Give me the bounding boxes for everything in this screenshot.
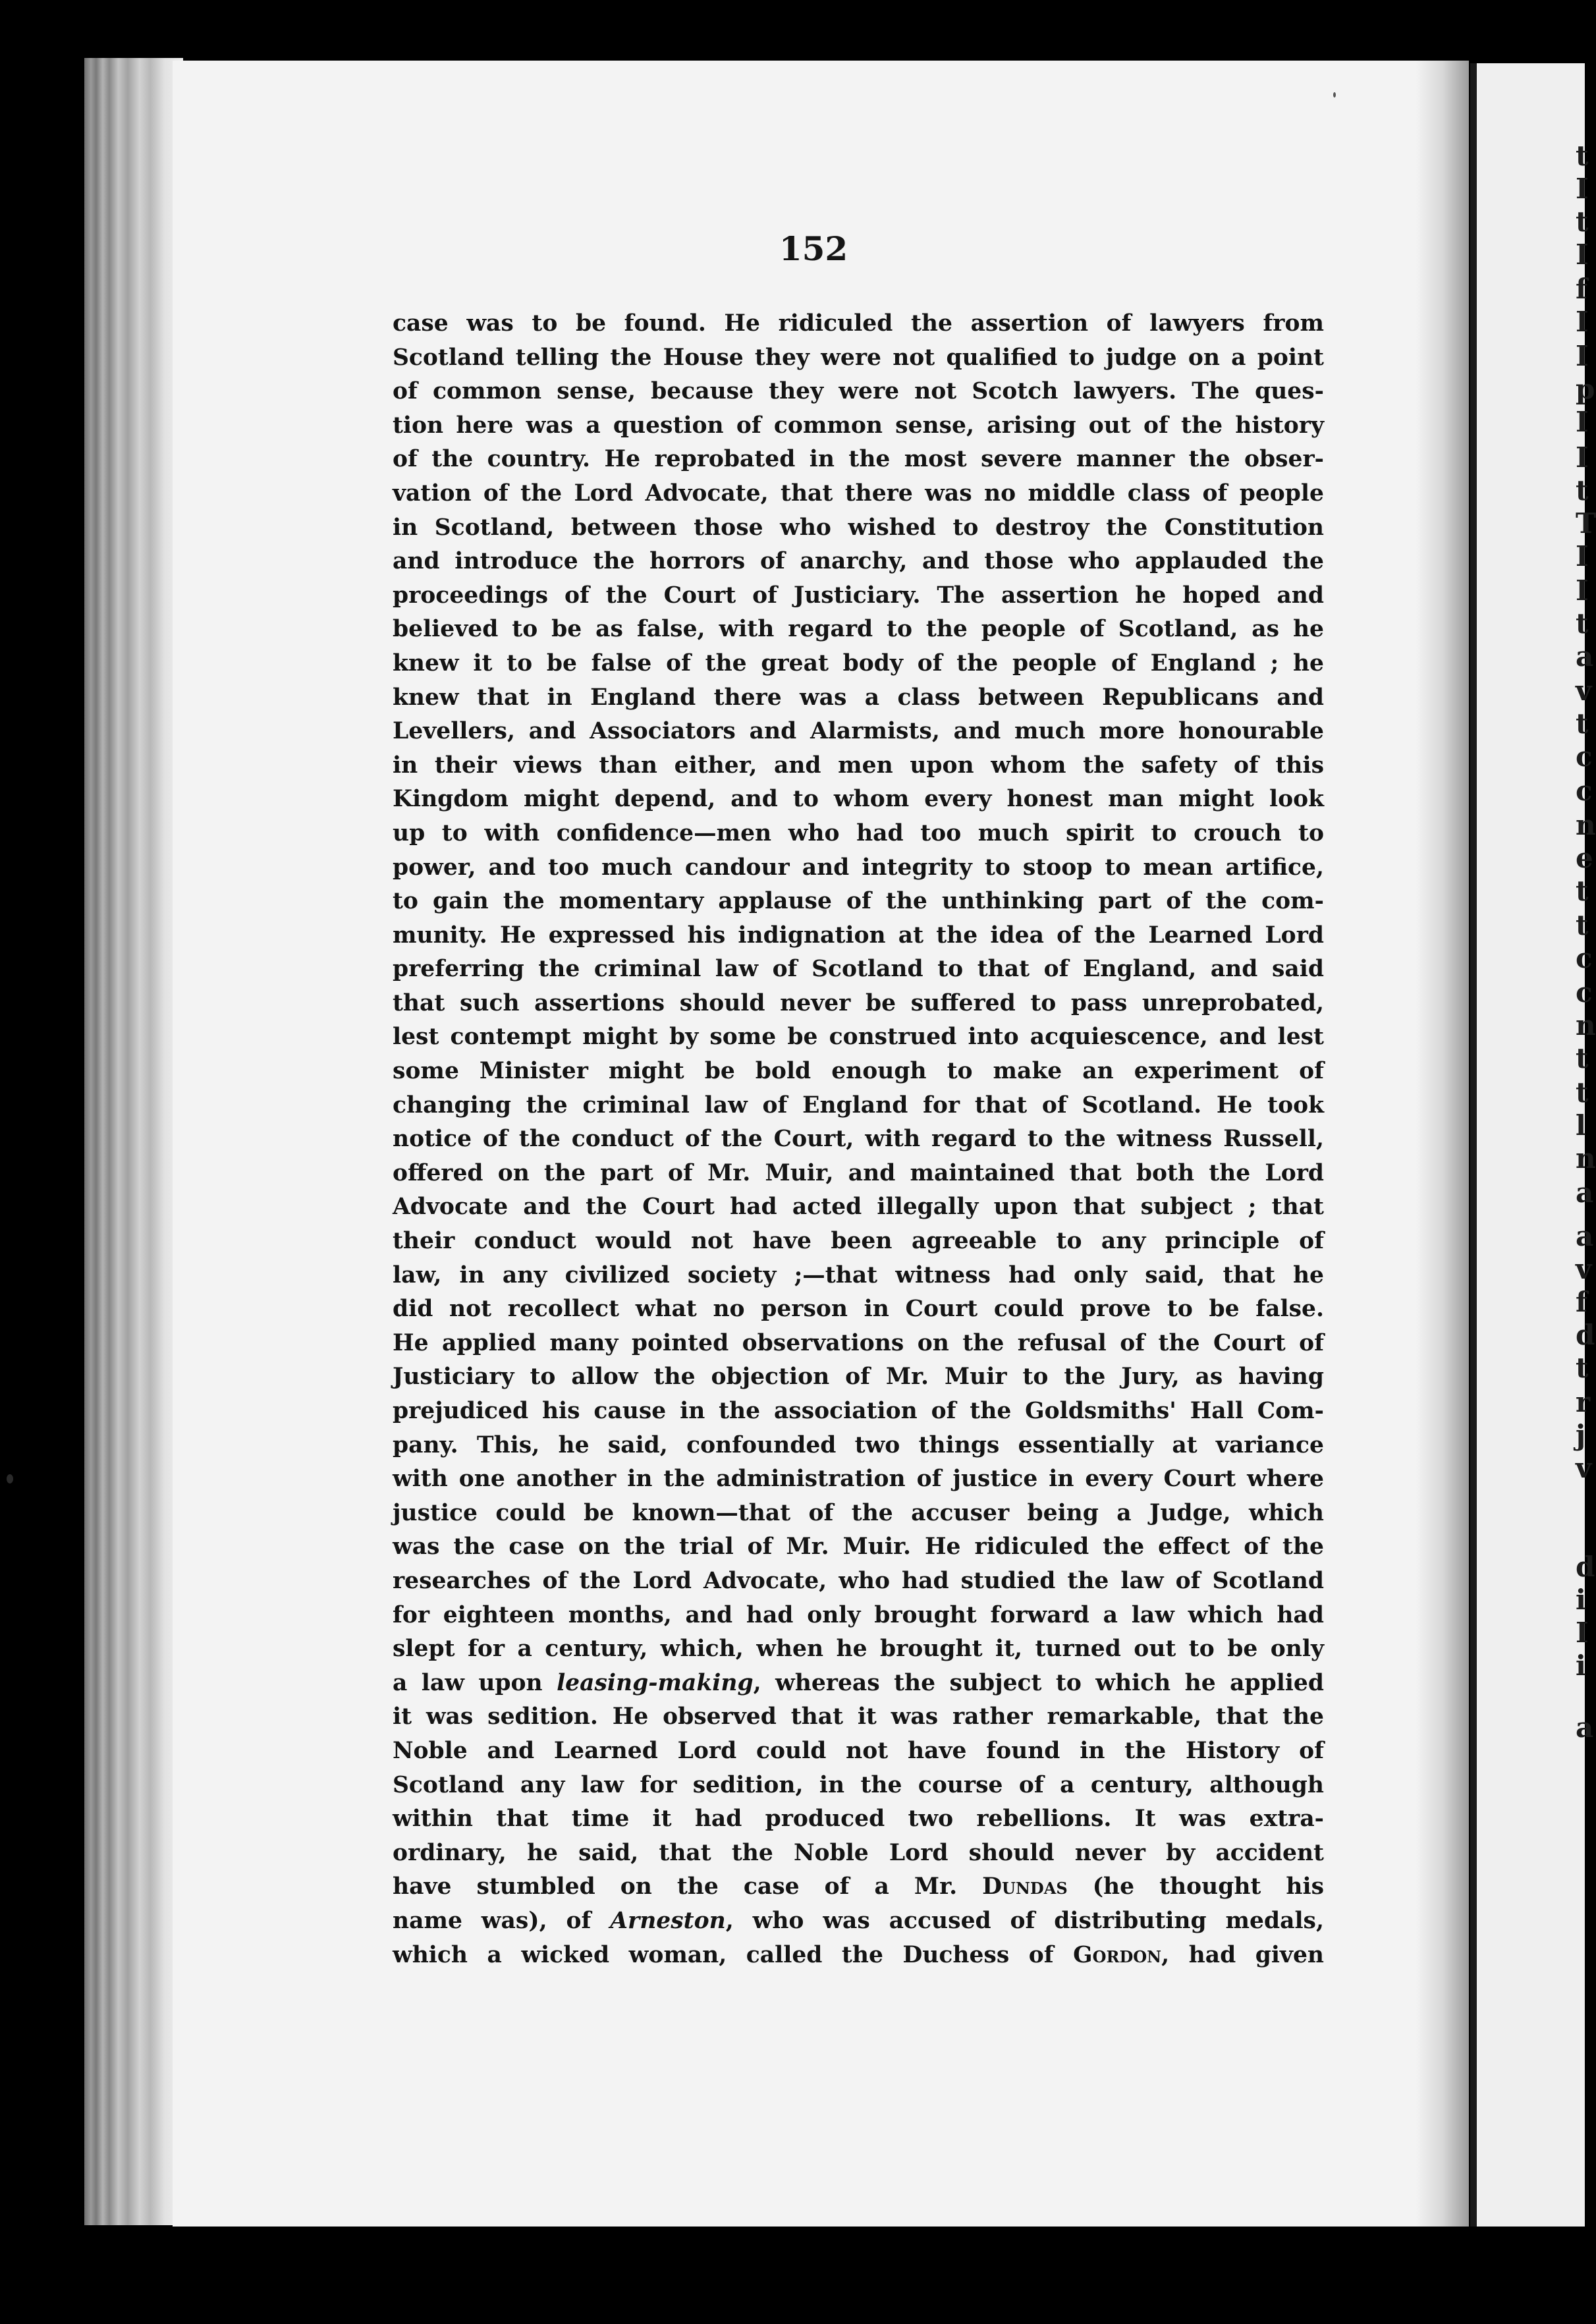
facing-page-letter: v [1576, 675, 1592, 707]
text-run: have stumbled on the case of a Mr. [393, 1873, 983, 1900]
text-line: of common sense, because they were not Scotch lawyers. The ques- [393, 378, 1324, 405]
text-line: it was sedition. He observed that it was rather remarkable, that the [393, 1703, 1324, 1730]
text-line: slept for a century, which, when he brought it, turned out to be only [393, 1636, 1324, 1663]
text-line: was the case on the trial of Mr. Muir. He ridiculed the effect of the [393, 1534, 1324, 1561]
text-line: Scotland telling the House they were not qualified to judge on a point [393, 344, 1324, 371]
facing-page-letter: a [1576, 1176, 1594, 1209]
text-line: tion here was a question of common sense, arising out of the history [393, 412, 1324, 439]
facing-page-letter: c [1576, 942, 1593, 974]
text-line: lest contempt might by some be construed into acquiescence, and lest [393, 1024, 1324, 1051]
facing-page-letter: t [1576, 607, 1589, 640]
text-run: name was), of [393, 1907, 611, 1934]
facing-page-letter: T [1576, 507, 1596, 540]
text-line: some Minister might be bold enough to make an experiment of [393, 1058, 1324, 1085]
facing-page-letter: I [1576, 1617, 1589, 1649]
text-line: that such assertions should never be suffered to pass unreprobated, [393, 989, 1324, 1016]
facing-page-letter: v [1576, 1253, 1592, 1285]
text-run: , who was accused of distributing medals, [725, 1907, 1324, 1934]
page-blemish [7, 1474, 13, 1483]
text-line: Advocate and the Court had acted illegally upon that subject ; that [393, 1194, 1324, 1221]
text-line: Kingdom might depend, and to whom every honest man might look [393, 786, 1324, 813]
facing-page-letter: e [1576, 842, 1593, 874]
facing-page-fragment [1470, 63, 1596, 2227]
text-line: prejudiced his cause in the association of the Goldsmiths' Hall Com- [393, 1398, 1324, 1424]
facing-page-letter: t [1576, 909, 1589, 941]
facing-page-letter: t [1576, 1042, 1589, 1074]
facing-page-letter: r [1576, 1386, 1591, 1418]
text-line: with one another in the administration of justice in every Court where [393, 1466, 1324, 1493]
text-run: , had given [1161, 1941, 1325, 1968]
text-run: a law upon [393, 1669, 557, 1696]
facing-page-letter: t [1576, 206, 1589, 238]
facing-page-letter: p [1576, 373, 1595, 405]
text-line: of the country. He reprobated in the most severe manner the obser- [393, 446, 1324, 473]
facing-page-letter: i [1576, 1584, 1586, 1616]
text-line: ordinary, he said, that the Noble Lord should never by accident [393, 1839, 1324, 1866]
text-line: notice of the conduct of the Court, with regard to the witness Russell, [393, 1126, 1324, 1153]
text-line: knew that in England there was a class between Republicans and [393, 684, 1324, 711]
text-line: preferring the criminal law of Scotland to that of England, and said [393, 956, 1324, 983]
facing-page-letter: t [1576, 140, 1589, 172]
italic-text-run: leasing-making [557, 1669, 754, 1696]
text-line: in their views than either, and men upon whom the safety of this [393, 752, 1324, 779]
text-line: He applied many pointed observations on the refusal of the Court of [393, 1329, 1324, 1356]
facing-page-letter: a [1576, 1711, 1594, 1744]
facing-page-letter: l [1576, 1109, 1586, 1142]
text-line: justice could be known—that of the accuser being a Judge, which [393, 1499, 1324, 1526]
text-line: believed to be as false, with regard to the people of Scotland, as he [393, 616, 1324, 643]
facing-page-letter: n [1576, 809, 1596, 841]
facing-page-letter: d [1576, 1319, 1595, 1351]
facing-page-letter: a [1576, 640, 1594, 673]
text-line: to gain the momentary applause of the unthinking part of the com- [393, 888, 1324, 915]
text-line: knew it to be false of the great body of the people of England ; he [393, 650, 1324, 677]
facing-page-letter: j [1576, 1419, 1586, 1451]
page-number: 152 [779, 229, 848, 268]
text-line: pany. This, he said, confounded two things essentially at variance [393, 1431, 1324, 1458]
text-line [393, 1667, 1324, 1701]
text-line [393, 1870, 1324, 1904]
facing-page-letter: I [1576, 441, 1589, 474]
text-line: munity. He expressed his indignation at the idea of the Learned Lord [393, 922, 1324, 949]
text-run: which a wicked woman, called the Duchess of [393, 1941, 1074, 1968]
facing-page-letter: t [1576, 875, 1589, 907]
text-line: changing the criminal law of England for that of Scotland. He took [393, 1092, 1324, 1119]
text-line: vation of the Lord Advocate, that there was no middle class of people [393, 480, 1324, 507]
text-line: for eighteen months, and had only brought forward a law which had [393, 1601, 1324, 1628]
text-line: Scotland any law for sedition, in the course of a century, although [393, 1771, 1324, 1798]
facing-page-letter: t [1576, 1352, 1589, 1384]
facing-page-letter: c [1576, 775, 1593, 807]
text-line: power, and too much candour and integrity to stoop to mean artifice, [393, 854, 1324, 881]
text-line [393, 1939, 1324, 1973]
text-line: in Scotland, between those who wished to destroy the Constitution [393, 514, 1324, 541]
text-line: offered on the part of Mr. Muir, and maintained that both the Lord [393, 1159, 1324, 1186]
facing-page-letter: I [1576, 238, 1589, 271]
text-line: Justiciary to allow the objection of Mr. Muir to the Jury, as having [393, 1364, 1324, 1391]
facing-page-letter: n [1576, 1142, 1596, 1175]
facing-page-letter: n [1576, 1009, 1596, 1041]
facing-page-letter: i [1576, 1649, 1586, 1682]
text-line: proceedings of the Court of Justiciary. The assertion he hoped and [393, 582, 1324, 609]
text-line [393, 1904, 1324, 1939]
text-line: and introduce the horrors of anarchy, and those who applauded the [393, 548, 1324, 575]
facing-page-letter: d [1576, 1551, 1595, 1583]
facing-page-letter: t [1576, 1076, 1589, 1109]
page-blemish [1333, 92, 1336, 97]
text-line: case was to be found. He ridiculed the assertion of lawyers from [393, 310, 1324, 337]
text-line: up to with confidence—men who had too much spirit to crouch to [393, 819, 1324, 846]
facing-page-letter: c [1576, 740, 1593, 773]
body-text [393, 307, 1324, 1972]
text-line: Levellers, and Associators and Alarmists, and much more honourable [393, 718, 1324, 745]
small-caps-text-run: Gordon [1073, 1941, 1162, 1968]
facing-page-letter: t [1576, 707, 1589, 740]
facing-page-letter: I [1576, 574, 1589, 607]
facing-page-letter: I [1576, 306, 1589, 338]
text-line: within that time it had produced two rebellions. It was extra- [393, 1806, 1324, 1833]
gutter-shadow [1416, 61, 1469, 2227]
facing-page-letter: I [1576, 340, 1589, 372]
facing-page-letter: v [1576, 1452, 1592, 1484]
text-line: Noble and Learned Lord could not have found in the History of [393, 1737, 1324, 1764]
text-line: researches of the Lord Advocate, who had studied the law of Scotland [393, 1567, 1324, 1594]
italic-text-run: Arneston [610, 1907, 726, 1934]
facing-page-letter: I [1576, 173, 1589, 205]
text-run: , whereas the subject to which he applied [753, 1669, 1324, 1696]
facing-page-letter: I [1576, 540, 1589, 572]
facing-page-letter: f [1576, 1286, 1588, 1318]
text-run: (he thought his [1067, 1873, 1324, 1900]
facing-page-letter: f [1576, 273, 1588, 305]
left-page-edges [84, 58, 183, 2225]
text-line: their conduct would not have been agreeable to any principle of [393, 1228, 1324, 1255]
small-caps-text-run: Dundas [982, 1873, 1068, 1900]
text-line: did not recollect what no person in Court could prove to be false. [393, 1296, 1324, 1323]
facing-page-letter: I [1576, 406, 1589, 438]
facing-page-letter: a [1576, 1220, 1594, 1252]
facing-page-letter: t [1576, 474, 1589, 507]
facing-page-letter: c [1576, 976, 1593, 1009]
text-line: law, in any civilized society ;—that witness had only said, that he [393, 1261, 1324, 1288]
